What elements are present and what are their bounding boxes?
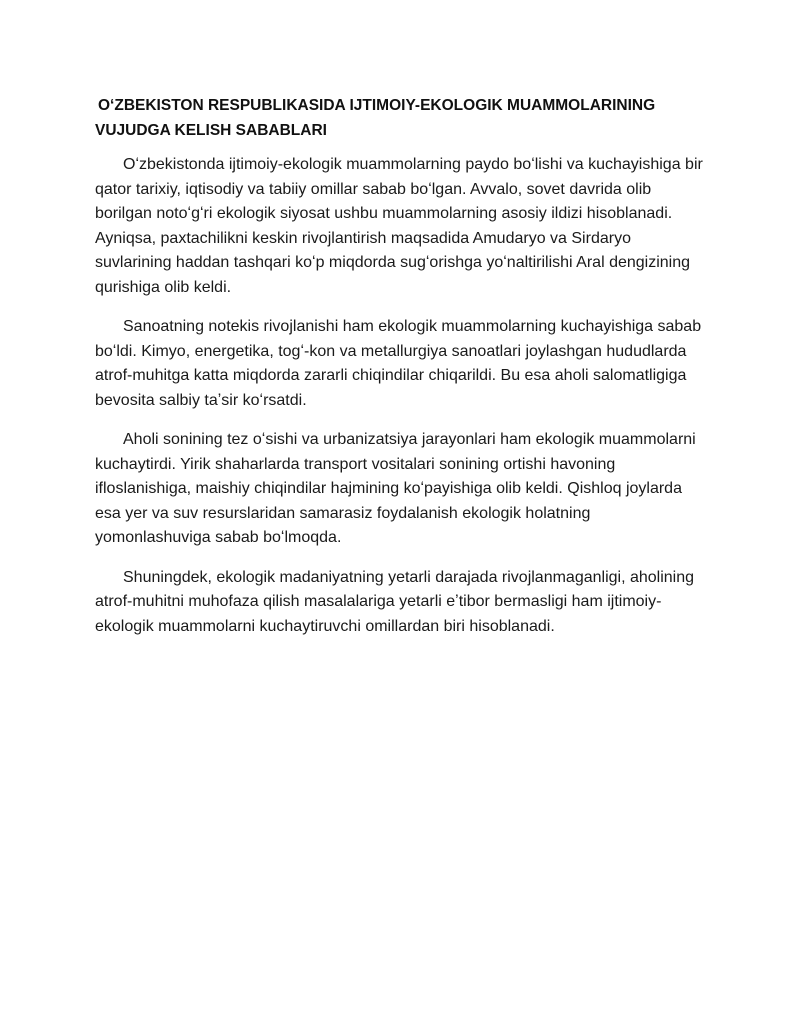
paragraph-2: Sanoatning notekis rivojlanishi ham ekologik muammolarning kuchayishiga sabab boʻldi. Kimyo, energetika, togʻ-kon va metallurgiya sanoatlari joylashgan hududlarda atrof-muhitga katta miqdorda zararli chiqindilar chiqarildi. Bu esa aholi salomatligiga bevosita salbiy taʼsir koʻrsatdi. xyxy=(95,318,702,409)
paragraph-4: Shuningdek, ekologik madaniyatning yetarli darajada rivojlanmaganligi, aholining atrof-muhitni muhofaza qilish masalalariga yetarli eʼtibor bermasligi ham ijtimoiy-ekologik muammolarni kuchaytiruvchi omillardan biri hisoblanadi. xyxy=(95,568,695,635)
paragraph-1: Oʻzbekistonda ijtimoiy-ekologik muammolarning paydo boʻlishi va kuchayishiga bir qator tarixiy, iqtisodiy va tabiiy omillar sabab boʻlgan. Avvalo, sovet davrida olib borilgan notoʻgʻri ekologik siyosat ushbu muammolarning asosiy ildizi hisoblanadi. Ayniqsa, paxtachilikni keskin rivojlantirish maqsadida Amudaryo va Sirdaryo suvlarining haddan tashqari koʻp miqdorda sugʻorishga yoʻnaltirilishi Aral dengizining qurishiga olib keldi. xyxy=(95,156,703,296)
document-body xyxy=(95,93,705,654)
paragraph-3: Aholi sonining tez oʻsishi va urbanizatsiya jarayonlari ham ekologik muammolarni kuchaytirdi. Yirik shaharlarda transport vositalari sonining ortishi havoning ifloslanishiga, maishiy chiqindilar hajmining koʻpayishiga olib keldi. Qishloq joylarda esa yer va suv resurslaridan samarasiz foydalanish ekologik holatning yomonlashuviga sabab boʻlmoqda. xyxy=(95,431,696,546)
document-title: Oʻ‌ZBEKISTON RESPUBLIKASIDA IJTIMOIY-EKOLOGIK MUAMMOLARINING VUJUDGA KELISH SABABLARI xyxy=(95,97,656,139)
